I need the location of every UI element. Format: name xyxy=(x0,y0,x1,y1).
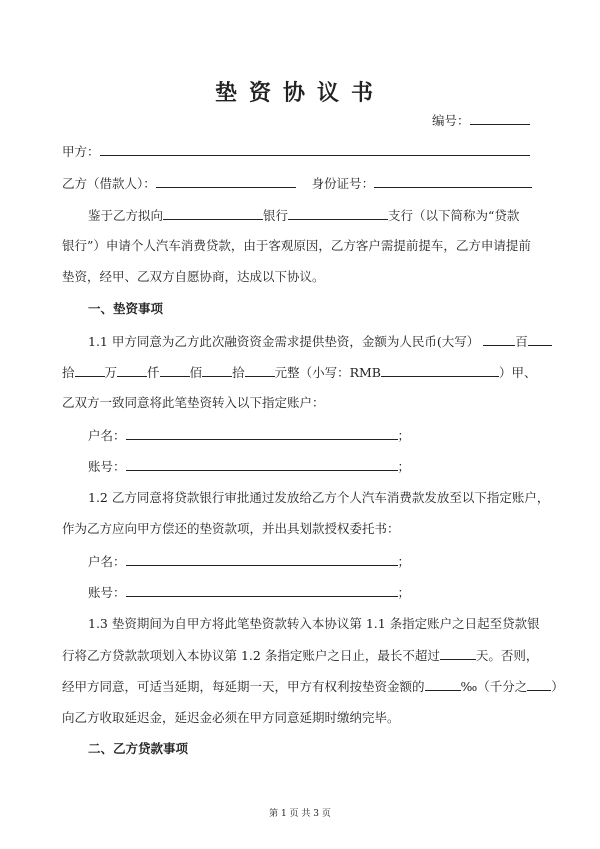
intro-line xyxy=(88,207,519,224)
text: 鉴于乙方拟向 xyxy=(88,208,164,223)
page-footer: 第 1 页 共 3 页 xyxy=(269,809,331,819)
text: 天。否则， xyxy=(475,648,539,663)
blank-line xyxy=(126,553,398,566)
text: 支行（以下简称为“贷款 xyxy=(388,208,520,223)
party-b-label: 乙方（借款人）： xyxy=(62,176,156,191)
blank-line xyxy=(527,678,551,691)
party-a-label: 甲方： xyxy=(62,144,100,159)
text: 户名： xyxy=(88,554,126,569)
text: 行将乙方贷款款项划入本协议第 1.2 条指定账户之日止，最长不超过 xyxy=(62,648,440,663)
number-label: 编号： xyxy=(432,113,470,128)
text: ‰（千分之 xyxy=(460,679,528,694)
blank-line xyxy=(202,364,232,377)
blank-line xyxy=(483,333,515,346)
text: 佰 xyxy=(189,365,203,380)
text: ） xyxy=(551,679,564,694)
clause-1-1 xyxy=(62,364,537,381)
text: ； xyxy=(397,554,411,569)
clause-1-3: 1.3 垫资期间为自甲方将此笔垫资款转入本协议第 1.1 条指定账户之日起至贷款银 xyxy=(88,616,540,631)
clause-1-1: 乙双方一致同意将此笔垫资转入以下指定账户： xyxy=(62,395,325,410)
blank-line xyxy=(425,678,461,691)
intro-line: 垫资，经甲、乙双方自愿协商，达成以下协议。 xyxy=(62,269,325,284)
section-heading: 二、乙方贷款事项 xyxy=(88,741,189,756)
blank xyxy=(156,175,296,188)
text: 百 xyxy=(515,334,528,349)
blank xyxy=(100,143,530,156)
text: ； xyxy=(397,428,411,443)
blank-line xyxy=(126,458,398,471)
clause-1-2: 1.2 乙方同意将贷款银行审批通过发放给乙方个人汽车消费款发放至以下指定账户， xyxy=(88,490,550,505)
blank-line xyxy=(245,364,275,377)
blank-line xyxy=(163,207,263,220)
blank-line xyxy=(126,427,398,440)
clause-1-3: 向乙方收取延迟金，延迟金必须在甲方同意延期时缴纳完毕。 xyxy=(62,710,400,725)
text: 银行 xyxy=(263,208,289,223)
number-field xyxy=(432,112,530,129)
document-title: 垫资协议书 xyxy=(214,80,385,106)
blank-line xyxy=(126,584,398,597)
blank-line xyxy=(117,364,147,377)
blank-line xyxy=(160,364,190,377)
text: 1.1 甲方同意为乙方此次融资资金需求提供垫资，金额为人民币(大写） xyxy=(88,334,480,349)
text: ）甲、 xyxy=(498,365,537,380)
text: 万 xyxy=(104,365,118,380)
party-b-field xyxy=(62,175,532,192)
text: ； xyxy=(397,585,411,600)
blank-line xyxy=(381,364,499,377)
text: 户名： xyxy=(88,428,126,443)
account-number-field xyxy=(88,584,410,601)
clause-1-3 xyxy=(62,647,538,664)
blank xyxy=(374,175,532,188)
clause-1-1 xyxy=(88,333,552,350)
blank xyxy=(470,112,530,125)
account-name-field xyxy=(88,427,410,444)
section-heading: 一、垫资事项 xyxy=(88,301,164,316)
text: 拾 xyxy=(62,365,75,380)
blank-line xyxy=(75,364,105,377)
blank-line xyxy=(528,333,552,346)
clause-1-3 xyxy=(62,678,564,695)
text: 账号： xyxy=(88,459,126,474)
clause-1-2: 作为乙方应向甲方偿还的垫资款项，并出具划款授权委托书： xyxy=(62,521,400,536)
intro-line: 银行”）申请个人汽车消费贷款，由于客观原因，乙方客户需提前提车，乙方申请提前 xyxy=(62,238,531,253)
blank-line xyxy=(288,207,388,220)
id-label: 身份证号： xyxy=(311,176,375,191)
text: 元整（小写：RMB xyxy=(274,365,381,380)
text: 仟 xyxy=(147,365,160,380)
blank-line xyxy=(440,647,476,660)
text: 账号： xyxy=(88,585,126,600)
party-a-field xyxy=(62,143,530,160)
account-number-field xyxy=(88,458,410,475)
account-name-field xyxy=(88,553,410,570)
text: 拾 xyxy=(232,365,245,380)
text: ； xyxy=(397,459,411,474)
text: 经甲方同意，可适当延期，每延期一天，甲方有权利按垫资金额的 xyxy=(62,679,425,694)
